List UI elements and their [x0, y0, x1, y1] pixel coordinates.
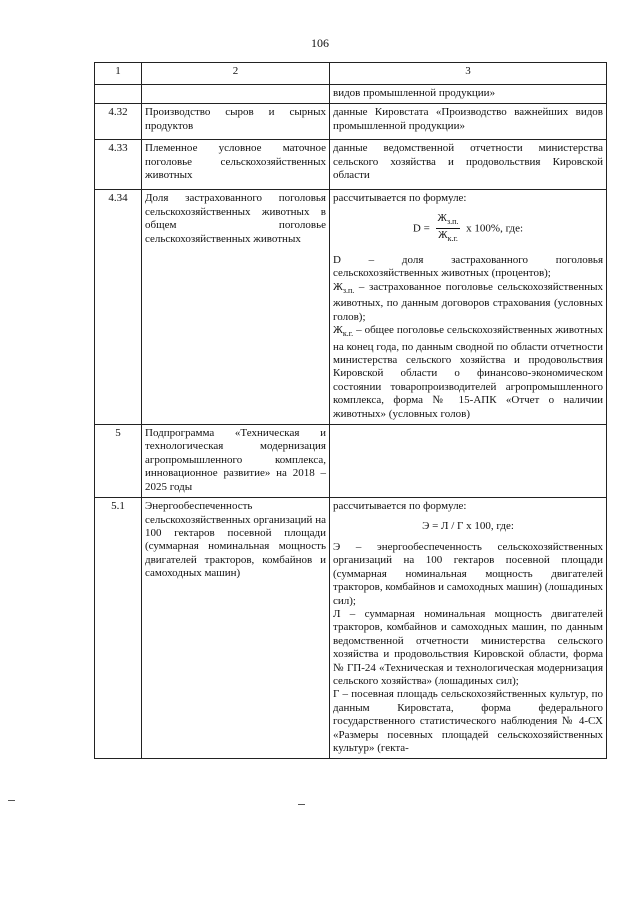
formula-numerator-subscript: з.п. [446, 216, 459, 226]
definition-zp-text: – застрахованное поголовье сельскохозяйственных животных, по данным договоров страхования (условных голов); [333, 280, 603, 323]
indicator-name: Подпрограмма «Техническая и технологическая модернизация агропромышленного комплекса, инновационное развитие» на 2018 – 2025 годы [142, 425, 330, 498]
header-col-2: 2 [142, 63, 330, 85]
formula-rhs: x 100%, где: [466, 222, 524, 235]
formula-numerator-symbol: Ж [437, 212, 447, 224]
header-col-1: 1 [95, 63, 142, 85]
indicator-name: Доля застрахованного поголовья сельскохозяйственных животных в общем поголовье сельскохозяйственных животных [142, 190, 330, 425]
table-row [95, 85, 607, 104]
formula-intro: рассчитывается по формуле: [333, 500, 467, 513]
table-row [95, 498, 607, 759]
formula [333, 212, 603, 246]
definition-kg-text: – общее поголовье сельскохозяйственных животных на конец года, по данным сводной по области отчетности министерства сельского хозяйства и продовольствия Кировской области о финансово-экономическом состоянии товаропроизводителей агропромышленного комплекса, форма № 15-АПК «Отчет о наличии животных» (условных голов) [333, 324, 603, 420]
indicator-table [94, 62, 607, 759]
row-number [95, 85, 142, 104]
definition-e: Э – энергообеспеченность сельскохозяйственных организаций на 100 гектаров посевной площади (суммарная номинальная мощность двигателей тракторов, комбайнов и самоходных машин) (лошадиных сил); [333, 540, 603, 607]
formula: Э = Л / Г х 100, где: [422, 519, 514, 532]
header-col-3: 3 [330, 63, 607, 85]
definition-kg-subscript: к.г. [342, 329, 354, 339]
table-row [95, 190, 607, 425]
row-number: 5 [95, 425, 142, 498]
data-source: данные ведомственной отчетности министерства сельского хозяйства и продовольствия Кировской области [330, 140, 607, 190]
calculation-method [330, 498, 607, 759]
page-number: 106 [311, 36, 329, 50]
indicator-name: Племенное условное маточное поголовье сельскохозяйственных животных [142, 140, 330, 190]
formula-numerator [436, 212, 461, 230]
table-row [95, 425, 607, 498]
definition-g: Г – посевная площадь сельскохозяйственных культур, по данным Кировстата, форма федерального государственного статистического наблюдения № 4-СХ «Размеры посевных площадей сельскохозяйственных культур» (гекта- [333, 688, 603, 754]
row-number: 5.1 [95, 498, 142, 759]
indicator-name: Энергообеспеченность сельскохозяйственных организаций на 100 гектаров посевной площади (суммарная номинальная мощность двигателей тракторов, комбайнов и самоходных машин) [142, 498, 330, 759]
definition-l: Л – суммарная номинальная мощность двигателей тракторов, комбайнов и самоходных машин, по данным ведомственной отчетности министерства сельского хозяйства и продовольствия Кировской области, форма № ГП-24 «Техническая и технологическая модернизация сельского хозяйства» (лошадиных сил); [333, 607, 603, 687]
definition-zp-symbol: Ж [333, 280, 343, 293]
row-number: 4.32 [95, 104, 142, 140]
table-header-row [95, 63, 607, 85]
data-source: данные Кировстата «Производство важнейших видов промышленной продукции» [330, 104, 607, 140]
formula-denominator-symbol: Ж [438, 230, 448, 242]
data-source: видов промышленной продукции» [330, 85, 607, 104]
definition-d: D – доля застрахованного поголовья сельскохозяйственных животных (процентов); [333, 253, 603, 280]
scan-mark [8, 800, 15, 801]
indicator-name: Производство сыров и сырных продуктов [142, 104, 330, 140]
formula-fraction [436, 212, 461, 246]
definition-kg [333, 324, 603, 421]
data-source [330, 425, 607, 498]
formula-intro: рассчитывается по формуле: [333, 192, 467, 205]
scan-mark [298, 804, 305, 805]
definition-kg-symbol: Ж [333, 324, 343, 337]
formula-denominator-subscript: к.г. [447, 234, 458, 244]
row-number: 4.33 [95, 140, 142, 190]
calculation-method [330, 190, 607, 425]
definition-zp [333, 281, 603, 324]
row-number: 4.34 [95, 190, 142, 425]
definition-zp-subscript: з.п. [342, 285, 355, 295]
table-row [95, 104, 607, 140]
formula-lhs: D = [412, 222, 430, 235]
formula-denominator [436, 229, 461, 246]
indicator-name [142, 85, 330, 104]
table-row [95, 140, 607, 190]
